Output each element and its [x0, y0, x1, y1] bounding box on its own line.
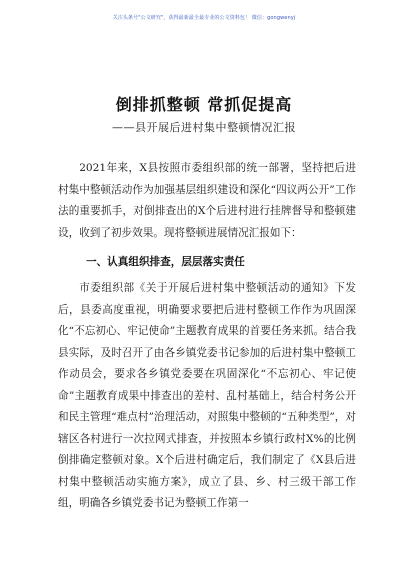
document-title: 倒排抓整顿 常抓促提高: [115, 95, 293, 114]
paragraph-body: 市委组织部《关于开展后进村集中整顿活动的通知》下发后，县委高度重视，明确要求要把后进村整顿工作作为巩固深化“不忘初心、牢记使命”主题教育成果的首要任务来抓。结合我县实际，及时召开了由各乡镇党委书记参加的后进村集中整顿工作动员会，要求各乡镇党委要在巩固深化“不忘初心、牢记使命”主题教育成果中排查出的差村、乱村基础上，结合村务公开和民主管理“难点村”治理活动，对照集中整顿的“五种类型”，对辖区各村进行一次拉网式排查，并按照本乡镇行政村X%的比例倒排确定整顿对象。X个后进村确定后，我们制定了《X县后进村集中整顿活动实施方案》，成立了县、乡、村三级干部工作组，明确各乡镇党委书记为整顿工作第一: [58, 282, 356, 509]
promo-notice: 关注头条号"公文研究"，获得最新最全最专业的公文资料包！ 微信：gongwenyj: [112, 15, 296, 21]
section-heading: 一、认真组织排查，层层落实责任: [86, 256, 245, 268]
paragraph-intro: 2021年来，X县按照市委组织部的统一部署，坚持把后进村集中整顿活动作为加强基层组织建设和深化“四议两公开”工作法的重要抓手，对倒排查出的X个后进村进行挂牌督导和整顿建设，收到了初步效果。现将整顿进展情况汇报如下：: [58, 162, 356, 239]
document-subtitle: ——县开展后进村集中整顿情况汇报: [112, 121, 296, 134]
